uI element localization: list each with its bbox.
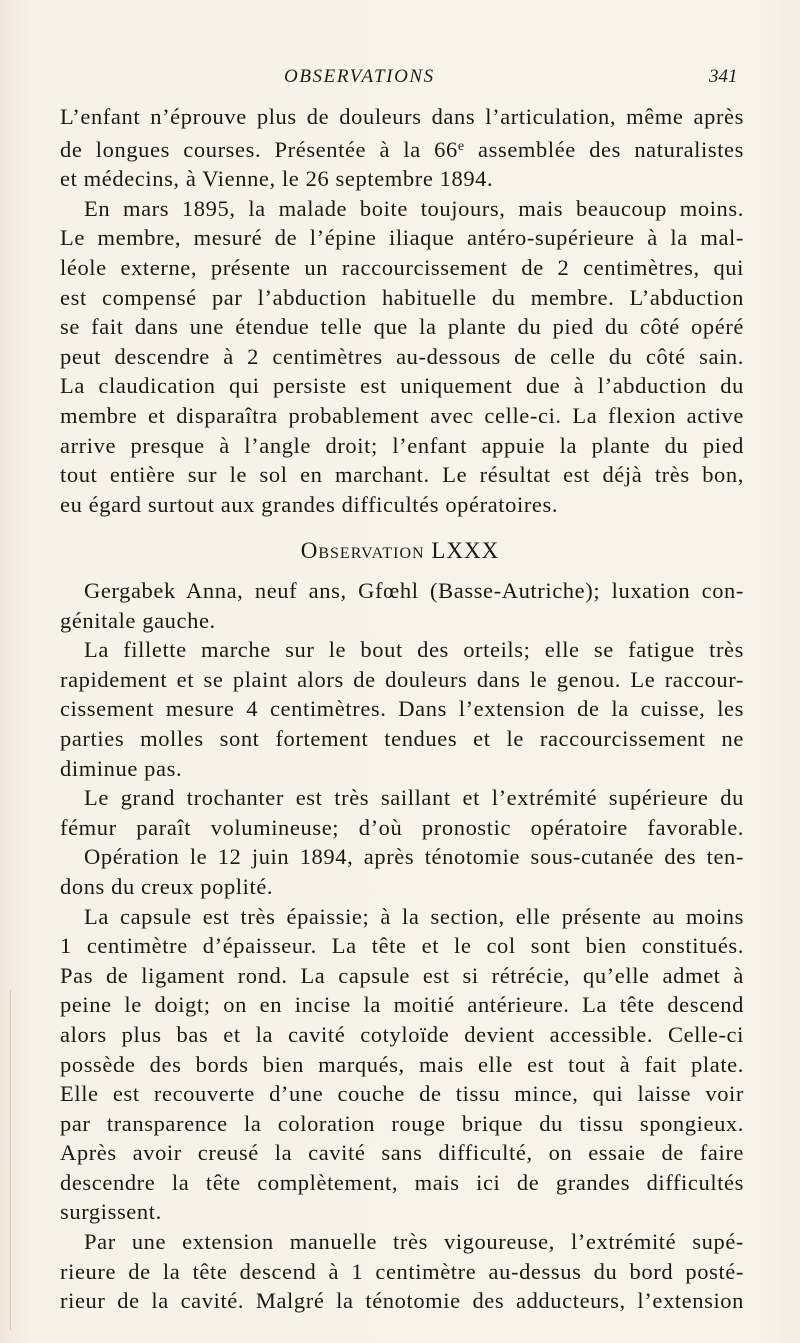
- text-line: rapidement et se plaint alors de douleurs dans le genou. Le raccour-: [60, 666, 744, 692]
- observation-number: LXXX: [431, 538, 500, 563]
- text-line: descendre la tête complètement, mais ici de grandes difficultés: [60, 1169, 744, 1195]
- text-line: cissement mesure 4 centimètres. Dans l’extension de la cuisse, les: [60, 696, 744, 722]
- text-line: Après avoir creusé la cavité sans difficulté, on essaie de faire: [60, 1140, 744, 1166]
- observation-lxxx-text: [60, 576, 744, 1316]
- text-line: dons du creux poplité.: [60, 873, 274, 899]
- text-line: Pas de ligament rond. La capsule est si rétrécie, qu’elle admet à: [60, 962, 744, 988]
- text-line: et médecins, à Vienne, le 26 septembre 1894.: [60, 166, 494, 192]
- text-line: La fillette marche sur le bout des orteils; elle se fatigue très: [84, 637, 744, 663]
- text-line: Gergabek Anna, neuf ans, Gfœhl (Basse-Autriche); luxation con-: [84, 578, 744, 603]
- text-line: eu égard surtout aux grandes difficultés opératoires.: [60, 491, 559, 517]
- text-line: En mars 1895, la malade boite toujours, mais beaucoup moins.: [84, 195, 744, 221]
- text-line: génitale gauche.: [60, 607, 216, 633]
- text-line: Elle est recouverte d’une couche de tissu mince, qui laisse voir: [60, 1081, 744, 1107]
- text-line: se fait dans une étendue telle que la plante du pied du côté opéré: [60, 314, 744, 340]
- text-line: rieure de la tête descend à 1 centimètre au-dessus du bord posté-: [60, 1258, 744, 1284]
- text-line: arrive presque à l’angle droit; l’enfant appuie la plante du pied: [60, 432, 744, 458]
- text-line: 1 centimètre d’épaisseur. La tête et le col sont bien constitués.: [60, 933, 744, 959]
- text-line: L’enfant n’éprouve plus de douleurs dans l’articulation, même après: [60, 104, 744, 129]
- text-line: La capsule est très épaissie; à la section, elle présente au moins: [84, 903, 744, 929]
- text-line: surgissent.: [60, 1199, 162, 1225]
- text-line: membre et disparaîtra probablement avec celle-ci. La flexion active: [60, 402, 744, 428]
- text-line: Par une extension manuelle très vigoureuse, l’extrémité supé-: [84, 1229, 744, 1255]
- observation-label: Observation: [300, 538, 425, 563]
- observation-heading: [0, 538, 800, 564]
- text-line: de longues courses. Présentée à la 66e assemblée des naturalistes: [60, 136, 745, 162]
- text-line: alors plus bas et la cavité cotyloïde devient accessible. Celle-ci: [60, 1021, 744, 1047]
- running-head: [0, 66, 800, 90]
- paragraphs-before-observation: [60, 102, 744, 519]
- text-line: diminue pas.: [60, 755, 183, 781]
- text-line: Opération le 12 juin 1894, après ténotomie sous-cutanée des ten-: [84, 844, 744, 870]
- text-line: peut descendre à 2 centimètres au-dessous de celle du côté sain.: [60, 343, 744, 369]
- text-line: peine le doigt; on en incise la moitié antérieure. La tête descend: [60, 992, 744, 1018]
- text-line: possède des bords bien marqués, mais elle est tout à fait plate.: [60, 1051, 744, 1077]
- text-line: Le membre, mesuré de l’épine iliaque antéro-supérieure à la mal-: [60, 225, 744, 251]
- text-line: La claudication qui persiste est uniquement due à l’abduction du: [60, 373, 744, 399]
- text-line: tout entière sur le sol en marchant. Le résultat est déjà très bon,: [60, 462, 744, 488]
- text-line: Le grand trochanter est très saillant et l’extrémité supérieure du: [84, 785, 744, 811]
- superscript: e: [457, 138, 465, 154]
- text-line: rieur de la cavité. Malgré la ténotomie des adducteurs, l’extension: [60, 1288, 744, 1314]
- text-line: parties molles sont fortement tendues et le raccourcissement ne: [60, 725, 744, 751]
- text-line: fémur paraît volumineuse; d’où pronostic opératoire favorable.: [60, 814, 744, 840]
- page-gutter-shadow: [10, 990, 11, 1330]
- page-number: 341: [709, 66, 738, 87]
- text-line: par transparence la coloration rouge brique du tissu spongieux.: [60, 1110, 744, 1136]
- running-head-title: OBSERVATIONS: [284, 66, 435, 87]
- text-line: est compensé par l’abduction habituelle du membre. L’abduction: [60, 284, 744, 310]
- text-line: léole externe, présente un raccourcissement de 2 centimètres, qui: [60, 254, 744, 280]
